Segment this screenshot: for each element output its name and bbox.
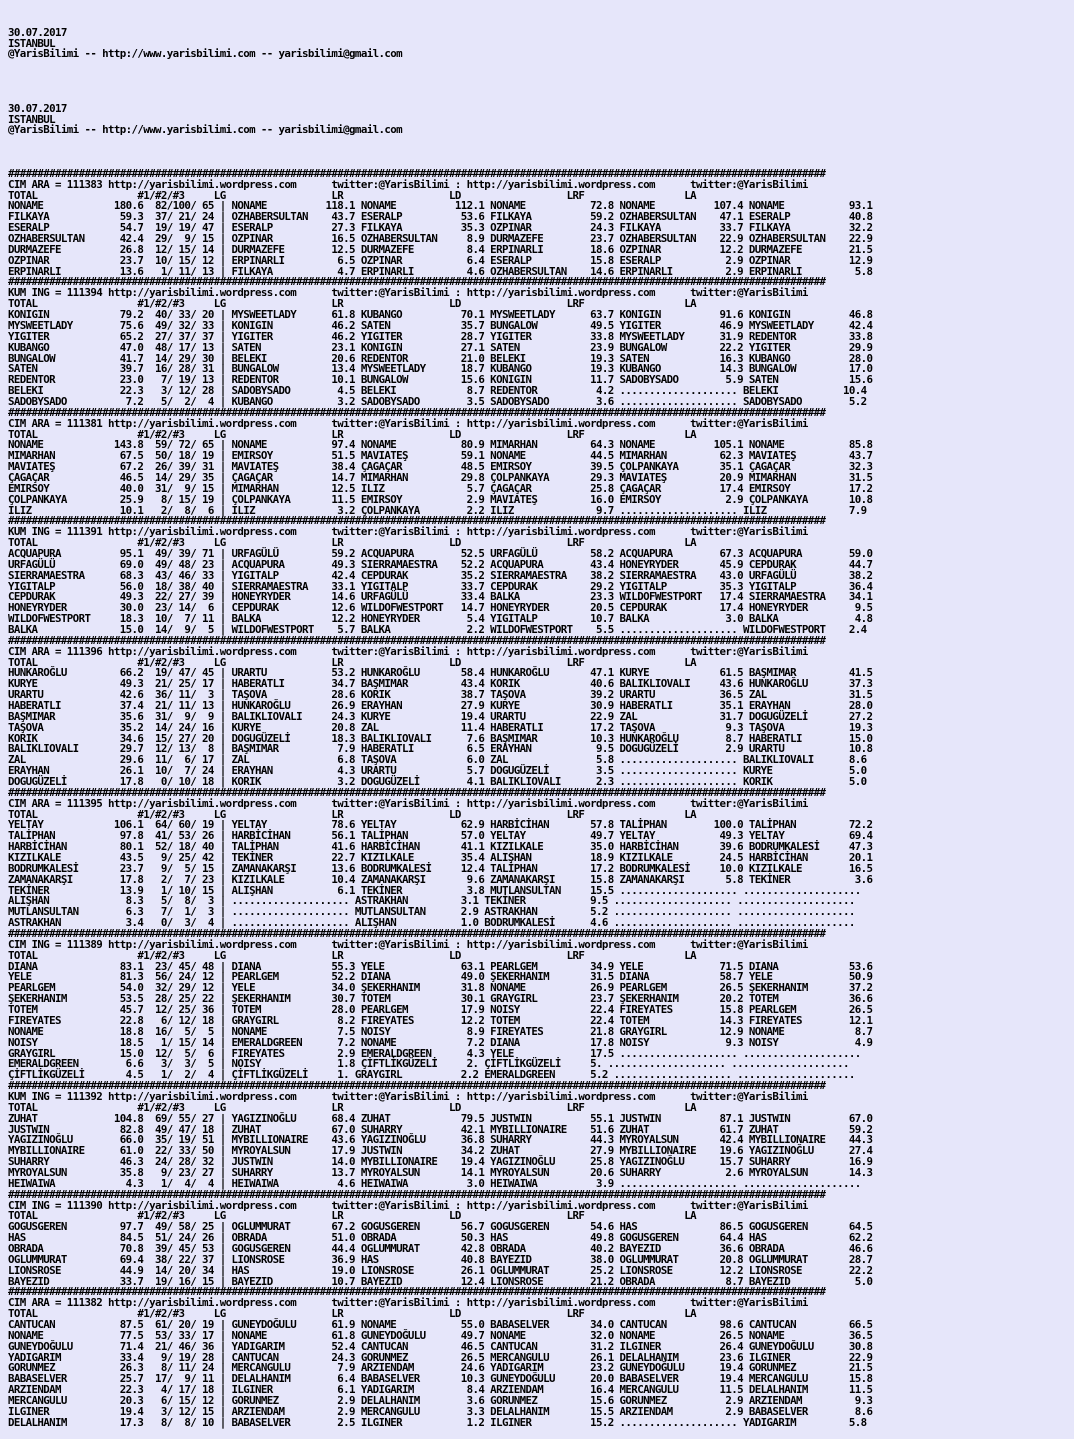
horse-row: BALIKLIOVALI 29.7 12/ 13/ 8 | BAŞMIMAR 7.9 HABERATLI 6.5 ERAYHAN 9.5 DOGUGÜZELİ 2.9 URARTU 10.8 xyxy=(8,742,873,756)
horse-row: GRAYGIRL 15.0 12/ 5/ 6 | FIREYATES 2.9 EMERALDGREEN 4.3 YELE 17.5 .................... .................... xyxy=(8,1046,861,1060)
race-title-line: CIM ARA = 111395 http://yarisbilimi.wordpress.com twitter:@YarisBilimi : http://yarisbilimi.wordpress.com twitter:@YarisBilimi xyxy=(8,796,808,810)
horse-row: YADIGARIM 33.4 9/ 19/ 28 | CANTUCAN 24.3 GORUNMEZ 26.5 MERCANGULU 26.1 DELALHANIM 23.6 ILGINER 22.9 xyxy=(8,1350,873,1364)
horse-row: HEIWAIWA 4.3 1/ 4/ 4 | HEIWAIWA 4.6 HEIWAIWA 3.0 HEIWAIWA 3.9 .................... .................... xyxy=(8,1176,861,1190)
horse-row: HAS 84.5 51/ 24/ 26 | OBRADA 51.0 OBRADA 50.3 HAS 49.8 GOGUSGEREN 64.4 HAS 62.2 xyxy=(8,1231,873,1245)
race-title-line: KUM ING = 111394 http://yarisbilimi.wordpress.com twitter:@YarisBilimi : http://yarisbilimi.wordpress.com twitter:@YarisBilimi xyxy=(8,286,808,300)
header-block-1 xyxy=(8,25,1074,82)
section-separator: ########################################################################################################################################### xyxy=(8,927,826,941)
horse-row: REDENTOR 23.0 7/ 19/ 13 | REDENTOR 10.1 BUNGALOW 15.6 KONIGIN 11.7 SADOBYSADO 5.9 SATEN 15.6 xyxy=(8,373,873,387)
horse-row: DOGUGÜZELİ 17.8 0/ 10/ 18 | KORIK 3.2 DOGUGÜZELİ 4.1 BALIKLIOVALI 2.3 .................... KORIK 5.0 xyxy=(8,775,867,789)
horse-row: WILDOFWESTPORT 18.3 10/ 7/ 11 | BALKA 12.2 HONEYRYDER 5.4 YIGITALP 10.7 BALKA 3.0 BALKA 4.8 xyxy=(8,612,873,626)
horse-row: KONIGIN 79.2 40/ 33/ 20 | MYSWEETLADY 61.8 KUBANGO 70.1 MYSWEETLADY 63.7 KONIGIN 91.6 KONIGIN 46.8 xyxy=(8,308,873,322)
horse-row: BUNGALOW 41.7 14/ 29/ 30 | BELEKI 20.6 REDENTOR 21.0 BELEKI 19.3 SATEN 16.3 KUBANGO 28.0 xyxy=(8,351,873,365)
horse-row: BAŞMIMAR 35.6 31/ 9/ 9 | BALIKLIOVALI 24.3 KURYE 19.4 URARTU 22.9 ZAL 31.7 DOGUGÜZELİ 27.2 xyxy=(8,709,873,723)
horse-row: BELEKI 22.3 3/ 12/ 28 | SADOBYSADO 4.5 BELEKI 8.7 REDENTOR 4.2 .................... BELEKI 10.4 xyxy=(8,384,867,398)
race-section xyxy=(8,785,1074,930)
horse-row: EMERALDGREEN 6.6 3/ 3/ 5 | NOISY 1.8 ÇİFTLİKGÜZELİ 2. ÇİFTLİKGÜZELİ 5. .................... .................... xyxy=(8,1057,849,1071)
horse-row: BAYEZID 33.7 19/ 16/ 15 | BAYEZID 10.7 BAYEZID 12.4 LIONSROSE 21.2 OBRADA 8.7 BAYEZID 5.0 xyxy=(8,1274,873,1288)
horse-row: ACQUAPURA 95.1 49/ 39/ 71 | URFAGÜLÜ 59.2 ACQUAPURA 52.5 URFAGÜLÜ 58.2 ACQUAPURA 67.3 ACQUAPURA 59.0 xyxy=(8,546,873,560)
horse-row: KUBANGO 47.0 48/ 17/ 13 | SATEN 23.1 KONIGIN 27.1 SATEN 23.9 BUNGALOW 22.2 YIGITER 29.9 xyxy=(8,340,873,354)
horse-row: KORIK 34.6 15/ 27/ 20 | DOGUGÜZELİ 18.3 BALIKLIOVALI 7.6 BAŞMIMAR 10.3 HUNKAROĞLU 8.7 HABERATLI 15.0 xyxy=(8,731,873,745)
race-section xyxy=(8,516,1074,635)
race-section xyxy=(8,1287,1074,1428)
race-section xyxy=(8,166,1074,278)
race-title-line: CIM ARA = 111381 http://yarisbilimi.wordpress.com twitter:@YarisBilimi : http://yarisbilimi.wordpress.com twitter:@YarisBilimi xyxy=(8,416,808,430)
horse-row: ESERALP 54.7 19/ 19/ 47 | ESERALP 27.3 FILKAYA 35.3 OZPINAR 24.3 FILKAYA 33.7 FILKAYA 32.2 xyxy=(8,221,873,235)
horse-row: LIONSROSE 44.9 14/ 20/ 34 | HAS 19.0 LIONSROSE 26.1 OGLUMMURAT 25.2 LIONSROSE 12.2 LIONSROSE 22.2 xyxy=(8,1263,873,1277)
horse-row: YIGITALP 56.0 18/ 38/ 40 | SIERRAMAESTRA 33.1 YIGITALP 33.7 CEPDURAK 29.2 YIGITALP 35.3 YIGITALP 36.4 xyxy=(8,579,873,593)
section-separator: ########################################################################################################################################### xyxy=(8,633,826,647)
column-header-line: TOTAL #1/#2/#3 LG LR LD LRF LA xyxy=(8,188,696,202)
horse-row: NONAME 143.8 59/ 72/ 65 | NONAME 97.4 NONAME 80.9 MIMARHAN 64.3 NONAME 105.1 NONAME 85.8 xyxy=(8,438,873,452)
horse-row: CEPDURAK 49.3 22/ 27/ 39 | HONEYRYDER 14.6 URFAGÜLÜ 33.4 BALKA 23.3 WILDOFWESTPORT 17.4 SIERRAMAESTRA 34.1 xyxy=(8,590,873,604)
section-separator: ########################################################################################################################################### xyxy=(8,1079,826,1093)
race-title-line: CIM ARA = 111383 http://yarisbilimi.wordpress.com twitter:@YarisBilimi : http://yarisbilimi.wordpress.com twitter:@YarisBilimi xyxy=(8,177,808,191)
horse-row: ASTRAKHAN 3.4 0/ 3/ 4 | .................... ALIŞHAN 1.0 BODRUMKALESİ 4.6 .................... .................... xyxy=(8,916,855,930)
horse-row: MYROYALSUN 35.8 9/ 23/ 27 | SUHARRY 13.7 MYROYALSUN 14.1 MYROYALSUN 20.6 SUHARRY 2.6 MYROYALSUN 14.3 xyxy=(8,1165,873,1179)
column-header-line: TOTAL #1/#2/#3 LG LR LD LRF LA xyxy=(8,807,696,821)
race-title-line: KUM ING = 111391 http://yarisbilimi.wordpress.com twitter:@YarisBilimi : http://yarisbilimi.wordpress.com twitter:@YarisBilimi xyxy=(8,525,808,539)
horse-row: YELTAY 106.1 64/ 60/ 19 | YELTAY 78.6 YELTAY 62.9 HARBİCİHAN 57.8 TALİPHAN 100.0 TALİPHAN 72.2 xyxy=(8,818,873,832)
horse-row: ŞEKERHANIM 53.5 28/ 25/ 22 | ŞEKERHANIM 30.7 TOTEM 30.1 GRAYGIRL 23.7 ŞEKERHANIM 20.2 TOTEM 36.6 xyxy=(8,992,873,1006)
section-separator: ########################################################################################################################################### xyxy=(8,1285,826,1299)
horse-row: OBRADA 70.8 39/ 45/ 53 | GOGUSGEREN 44.4 OGLUMMURAT 42.8 OBRADA 40.2 BAYEZID 36.6 OBRADA 46.6 xyxy=(8,1241,873,1255)
horse-row: NONAME 77.5 53/ 33/ 17 | NONAME 61.8 GUNEYDOĞULU 49.7 NONAME 32.0 NONAME 26.5 NONAME 36.5 xyxy=(8,1328,873,1342)
horse-row: SADOBYSADO 7.2 5/ 2/ 4 | KUBANGO 3.2 SADOBYSADO 3.5 SADOBYSADO 3.6 .................... SADOBYSADO 5.2 xyxy=(8,394,867,408)
horse-row: OZHABERSULTAN 42.4 29/ 9/ 15 | OZPINAR 16.5 OZHABERSULTAN 8.9 DURMAZEFE 23.7 OZHABERSULTAN 22.9 OZHABERSULTAN 22.9 xyxy=(8,232,873,246)
column-header-line: TOTAL #1/#2/#3 LG LR LD LRF LA xyxy=(8,427,696,441)
horse-row: KIZILKALE 43.5 9/ 25/ 42 | TEKİNER 22.7 KIZILKALE 35.4 ALIŞHAN 18.9 KIZILKALE 24.5 HARBİCİHAN 20.1 xyxy=(8,851,873,865)
race-title-line: CIM ING = 111389 http://yarisbilimi.wordpress.com twitter:@YarisBilimi : http://yarisbilimi.wordpress.com twitter:@YarisBilimi xyxy=(8,937,808,951)
race-section xyxy=(8,633,1074,789)
horse-row: MERCANGULU 20.3 6/ 15/ 12 | GORUNMEZ 2.9 DELALHANIM 3.6 GORUNMEZ 15.6 GORUNMEZ 2.9 ARZIENDAM 9.3 xyxy=(8,1394,873,1407)
horse-row: FILKAYA 59.3 37/ 21/ 24 | OZHABERSULTAN 43.7 ESERALP 53.6 FILKAYA 59.2 OZHABERSULTAN 47.1 ESERALP 40.8 xyxy=(8,210,873,224)
horse-row: BALKA 15.0 14/ 9/ 5 | WILDOFWESTPORT 5.7 BALKA 2.2 WILDOFWESTPORT 5.5 .................... WILDOFWESTPORT 2.4 xyxy=(8,622,867,636)
horse-row: KURYE 49.3 21/ 25/ 17 | HABERATLI 34.7 BAŞMIMAR 43.4 KORIK 40.6 BALIKLIOVALI 43.6 HUNKAROĞLU 37.3 xyxy=(8,677,873,691)
section-separator: ########################################################################################################################################### xyxy=(8,1187,826,1201)
column-header-line: TOTAL #1/#2/#3 LG LR LD LRF LA xyxy=(8,1209,696,1223)
horse-row: GOGUSGEREN 97.7 49/ 58/ 25 | OGLUMMURAT 67.2 GOGUSGEREN 56.7 GOGUSGEREN 54.6 HAS 86.5 GOGUSGEREN 64.5 xyxy=(8,1220,873,1234)
horse-row: GUNEYDOĞULU 71.4 21/ 46/ 36 | YADIGARIM 52.4 CANTUCAN 46.5 CANTUCAN 31.2 ILGINER 26.4 GUNEYDOĞULU 30.8 xyxy=(8,1339,873,1353)
column-header-line: TOTAL #1/#2/#3 LG LR LD LRF LA xyxy=(8,655,696,669)
report-date: 30.07.2017 xyxy=(8,101,67,115)
section-separator: ########################################################################################################################################### xyxy=(8,275,826,289)
horse-row: DELALHANIM 17.3 8/ 8/ 10 | BABASELVER 2.5 ILGINER 1.2 ILGINER 15.2 .................... YADIGARIM 5.8 xyxy=(8,1415,867,1429)
horse-row: BODRUMKALESİ 23.7 9/ 5/ 15 | ZAMANAKARŞI 13.6 BODRUMKALESİ 12.4 TALİPHAN 17.2 BODRUMKALESİ 10.0 KIZILKALE 16.5 xyxy=(8,861,873,875)
horse-row: SUHARRY 46.3 24/ 28/ 32 | JUSTWIN 14.0 MYBILLIONAIRE 19.4 YAGIZINOĞLU 25.8 YAGIZINOĞLU 15.7 SUHARRY 16.9 xyxy=(8,1155,873,1169)
horse-row: TEKİNER 13.9 1/ 10/ 15 | ALIŞHAN 6.1 TEKİNER 3.8 MUTLANSULTAN 15.5 .................... .................... xyxy=(8,883,861,897)
horse-row: ILIZ 10.1 2/ 8/ 6 | ILIZ 3.2 ÇOLPANKAYA 2.2 ILIZ 9.7 .................... ILIZ 7.9 xyxy=(8,503,867,517)
horse-row: NOISY 18.5 1/ 15/ 14 | EMERALDGREEN 7.2 NONAME 7.2 DIANA 17.8 NOISY 9.3 NOISY 4.9 xyxy=(8,1035,873,1049)
race-title-line: CIM ARA = 111396 http://yarisbilimi.wordpress.com twitter:@YarisBilimi : http://yarisbilimi.wordpress.com twitter:@YarisBilimi xyxy=(8,644,808,658)
horse-row: ÇAGAÇAR 46.5 14/ 29/ 35 | ÇAGAÇAR 14.7 MIMARHAN 29.8 ÇOLPANKAYA 29.3 MAVIATEŞ 20.9 MIMARHAN 31.5 xyxy=(8,470,873,484)
horse-row: ALIŞHAN 8.3 5/ 8/ 3 | .................... ASTRAKHAN 3.1 TEKİNER 9.5 .................... .................... xyxy=(8,894,855,908)
horse-row: PEARLGEM 54.0 32/ 29/ 12 | YELE 34.0 ŞEKERHANIM 31.8 NONAME 26.9 PEARLGEM 26.5 ŞEKERHANIM 37.2 xyxy=(8,981,873,995)
horse-row: ARZIENDAM 22.3 4/ 17/ 18 | ILGINER 6.1 YADIGARIM 8.4 ARZIENDAM 16.4 MERCANGULU 11.5 DELALHANIM 11.5 xyxy=(8,1383,873,1397)
horse-row: TALİPHAN 97.8 41/ 53/ 26 | HARBİCİHAN 56.1 TALİPHAN 57.0 YELTAY 49.7 YELTAY 49.3 YELTAY 69.4 xyxy=(8,829,873,843)
horse-row: YIGITER 65.2 27/ 37/ 37 | YIGITER 46.2 YIGITER 28.7 YIGITER 33.8 MYSWEETLADY 31.9 REDENTOR 33.8 xyxy=(8,329,873,343)
section-separator: ########################################################################################################################################### xyxy=(8,785,826,799)
header-block-2 xyxy=(8,101,1074,147)
horse-row: MIMARHAN 67.5 50/ 18/ 19 | EMIRSOY 51.5 MAVIATEŞ 59.1 NONAME 44.5 MIMARHAN 62.3 MAVIATEŞ 43.7 xyxy=(8,449,873,463)
horse-row: EMIRSOY 40.0 31/ 9/ 15 | MIMARHAN 12.5 ILIZ 5.7 ÇAGAÇAR 25.8 ÇAGAÇAR 17.4 EMIRSOY 17.2 xyxy=(8,481,873,495)
horse-row: MAVIATEŞ 67.2 26/ 39/ 31 | MAVIATEŞ 38.4 ÇAGAÇAR 48.5 EMIRSOY 39.5 ÇOLPANKAYA 35.1 ÇAGAÇAR 32.3 xyxy=(8,460,873,474)
horse-row: HABERATLI 37.4 21/ 11/ 13 | HUNKAROĞLU 26.9 ERAYHAN 27.9 KURYE 30.9 HABERATLI 35.1 ERAYHAN 28.0 xyxy=(8,699,873,712)
horse-row: HONEYRYDER 30.0 23/ 14/ 6 | CEPDURAK 12.6 WILDOFWESTPORT 14.7 HONEYRYDER 20.5 CEPDURAK 17.4 HONEYRYDER 9.5 xyxy=(8,601,873,615)
column-header-line: TOTAL #1/#2/#3 LG LR LD LRF LA xyxy=(8,297,696,311)
horse-row: URARTU 42.6 36/ 11/ 3 | TAŞOVA 28.6 KORIK 38.7 TAŞOVA 39.2 URARTU 36.5 ZAL 31.5 xyxy=(8,688,873,702)
horse-row: MUTLANSULTAN 6.3 7/ 1/ 3 | .................... MUTLANSULTAN 2.9 ASTRAKHAN 5.2 .................... .................... xyxy=(8,905,855,919)
race-section xyxy=(8,1187,1074,1288)
horse-row: ILGINER 19.4 3/ 12/ 15 | ARZIENDAM 2.9 MERCANGULU 3.3 DELALHANIM 15.5 ARZIENDAM 2.9 BABASELVER 8.6 xyxy=(8,1404,873,1418)
horse-row: MYSWEETLADY 75.6 49/ 32/ 33 | KONIGIN 46.2 SATEN 35.7 BUNGALOW 49.5 YIGITER 46.9 MYSWEETLADY 42.4 xyxy=(8,318,873,332)
race-title-line: KUM ING = 111392 http://yarisbilimi.wordpress.com twitter:@YarisBilimi : http://yarisbilimi.wordpress.com twitter:@YarisBilimi xyxy=(8,1089,808,1103)
race-section xyxy=(8,929,1074,1081)
horse-row: ÇİFTLİKGÜZELİ 4.5 1/ 2/ 4 | ÇİFTLİKGÜZELİ 1. GRAYGIRL 2.2 EMERALDGREEN 5.2 .................... .................... xyxy=(8,1068,855,1082)
race-section xyxy=(8,277,1074,407)
horse-row: DIANA 83.1 23/ 45/ 48 | DIANA 55.3 YELE 63.1 PEARLGEM 34.9 YELE 71.5 DIANA 53.6 xyxy=(8,959,873,973)
horse-row: OGLUMMURAT 69.4 38/ 22/ 37 | LIONSROSE 36.9 HAS 40.8 BAYEZID 38.0 OGLUMMURAT 20.8 OGLUMMURAT 28.7 xyxy=(8,1252,873,1266)
column-header-line: TOTAL #1/#2/#3 LG LR LD LRF LA xyxy=(8,1100,696,1114)
horse-row: SATEN 39.7 16/ 28/ 31 | BUNGALOW 13.4 MYSWEETLADY 18.7 KUBANGO 19.3 KUBANGO 14.3 BUNGALOW 17.0 xyxy=(8,362,873,376)
horse-row: JUSTWIN 82.8 49/ 47/ 18 | ZUHAT 67.0 SUHARRY 42.1 MYBILLIONAIRE 51.6 ZUHAT 61.7 ZUHAT 59.2 xyxy=(8,1122,873,1136)
horse-row: SIERRAMAESTRA 68.3 43/ 46/ 33 | YIGITALP 42.4 CEPDURAK 35.2 SIERRAMAESTRA 38.2 SIERRAMAESTRA 43.0 URFAGÜLÜ 38.2 xyxy=(8,568,873,582)
horse-row: HARBİCİHAN 80.1 52/ 18/ 40 | TALİPHAN 41.6 HARBİCİHAN 41.1 KIZILKALE 35.0 HARBİCİHAN 39.6 BODRUMKALESİ 47.3 xyxy=(8,840,873,854)
section-separator: ########################################################################################################################################### xyxy=(8,405,826,419)
horse-row: MYBILLIONAIRE 61.0 22/ 33/ 50 | MYROYALSUN 17.9 JUSTWIN 34.2 ZUHAT 27.9 MYBILLIONAIRE 19.6 YAGIZINOĞLU 27.4 xyxy=(8,1144,873,1158)
section-separator: ########################################################################################################################################### xyxy=(8,514,826,528)
horse-row: ZAL 29.6 11/ 6/ 17 | ZAL 6.8 TAŞOVA 6.0 ZAL 5.8 .................... BALIKLIOVALI 8.6 xyxy=(8,753,867,767)
horse-row: NONAME 18.8 16/ 5/ 5 | NONAME 7.5 NOISY 8.9 FIREYATES 21.8 GRAYGIRL 12.9 NONAME 8.7 xyxy=(8,1024,873,1038)
column-header-line: TOTAL #1/#2/#3 LG LR LD LRF LA xyxy=(8,1307,696,1321)
horse-row: TAŞOVA 35.2 14/ 24/ 16 | KURYE 20.8 ZAL 11.4 HABERATLI 17.2 TAŞOVA 9.3 TAŞOVA 19.3 xyxy=(8,720,873,734)
race-title-line: CIM ING = 111390 http://yarisbilimi.wordpress.com twitter:@YarisBilimi : http://yarisbilimi.wordpress.com twitter:@YarisBilimi xyxy=(8,1198,808,1212)
horse-row: ERAYHAN 26.1 10/ 7/ 24 | ERAYHAN 4.3 URARTU 5.7 DOGUGÜZELİ 3.5 .................... KURYE 5.0 xyxy=(8,764,867,778)
horse-row: ZAMANAKARŞI 17.8 2/ 7/ 23 | KIZILKALE 10.4 ZAMANAKARŞI 9.6 ZAMANAKARŞI 15.8 ZAMANAKARŞI 5.8 TEKİNER 3.6 xyxy=(8,872,873,886)
horse-row: YAGIZINOĞLU 66.0 35/ 19/ 51 | MYBILLIONAIRE 43.6 YAGIZINOĞLU 36.8 SUHARRY 44.3 MYROYALSUN 42.4 MYBILLIONAIRE 44.3 xyxy=(8,1133,873,1147)
horse-row: NONAME 180.6 82/100/ 65 | NONAME 118.1 NONAME 112.1 NONAME 72.8 NONAME 107.4 NONAME 93.1 xyxy=(8,199,873,213)
horse-row: BABASELVER 25.7 17/ 9/ 11 | DELALHANIM 6.4 BABASELVER 10.3 GUNEYDOĞULU 20.0 BABASELVER 19.4 MERCANGULU 15.8 xyxy=(8,1372,873,1386)
horse-row: CANTUCAN 87.5 61/ 20/ 19 | GUNEYDOĞULU 61.9 NONAME 55.0 BABASELVER 34.0 CANTUCAN 98.6 CANTUCAN 66.5 xyxy=(8,1317,873,1331)
contact-line: @YarisBilimi -- http://www.yarisbilimi.com -- yarisbilimi@gmail.com xyxy=(8,123,402,137)
horse-row: ÇOLPANKAYA 25.9 8/ 15/ 19 | ÇOLPANKAYA 11.5 EMIRSOY 2.9 MAVIATEŞ 16.0 EMIRSOY 2.9 ÇOLPANKAYA 10.8 xyxy=(8,492,873,506)
horse-row: ERPINARLI 13.6 1/ 11/ 13 | FILKAYA 4.7 ERPINARLI 4.6 OZHABERSULTAN 14.6 ERPINARLI 2.9 ERPINARLI 5.8 xyxy=(8,264,873,278)
horse-row: OZPINAR 23.7 10/ 15/ 12 | ERPINARLI 6.5 OZPINAR 6.4 ESERALP 15.8 ESERALP 2.9 OZPINAR 12.9 xyxy=(8,253,873,267)
horse-row: DURMAZEFE 26.8 12/ 15/ 14 | DURMAZEFE 12.5 DURMAZEFE 8.4 ERPINARLI 18.6 OZPINAR 12.2 DURMAZEFE 21.5 xyxy=(8,242,873,256)
horse-row: HUNKAROĞLU 66.2 19/ 47/ 45 | URARTU 53.2 HUNKAROĞLU 58.4 HUNKAROĞLU 47.1 KURYE 61.5 BAŞMIMAR 41.5 xyxy=(8,666,873,680)
report-city: ISTANBUL xyxy=(8,112,56,126)
column-header-line: TOTAL #1/#2/#3 LG LR LD LRF LA xyxy=(8,948,696,962)
horse-row: URFAGÜLÜ 69.0 49/ 48/ 23 | ACQUAPURA 49.3 SIERRAMAESTRA 52.2 ACQUAPURA 43.4 HONEYRYDER 45.9 CEPDURAK 44.7 xyxy=(8,557,873,571)
section-separator: ########################################################################################################################################### xyxy=(8,166,826,180)
report-date: 30.07.2017 xyxy=(8,25,67,39)
report-city: ISTANBUL xyxy=(8,36,56,50)
horse-row: GORUNMEZ 26.3 8/ 11/ 24 | MERCANGULU 7.9 ARZIENDAM 24.6 YADIGARIM 23.2 GUNEYDOĞULU 19.4 GORUNMEZ 21.5 xyxy=(8,1361,873,1375)
horse-row: ZUHAT 104.8 69/ 55/ 27 | YAGIZINOĞLU 68.4 ZUHAT 79.5 JUSTWIN 55.1 JUSTWIN 87.1 JUSTWIN 67.0 xyxy=(8,1111,873,1125)
horse-row: YELE 81.3 56/ 24/ 12 | PEARLGEM 52.2 DIANA 49.0 ŞEKERHANIM 31.5 DIANA 58.7 YELE 50.9 xyxy=(8,970,873,984)
race-section xyxy=(8,1081,1074,1190)
horse-row: TOTEM 45.7 12/ 25/ 36 | TOTEM 28.0 PEARLGEM 17.9 NOISY 22.4 FIREYATES 15.8 PEARLGEM 26.5 xyxy=(8,1003,873,1017)
contact-line: @YarisBilimi -- http://www.yarisbilimi.com -- yarisbilimi@gmail.com xyxy=(8,47,402,61)
column-header-line: TOTAL #1/#2/#3 LG LR LD LRF LA xyxy=(8,536,696,550)
race-section xyxy=(8,405,1074,517)
race-sections xyxy=(8,166,1074,1429)
race-title-line: CIM ARA = 111382 http://yarisbilimi.wordpress.com twitter:@YarisBilimi : http://yarisbilimi.wordpress.com twitter:@YarisBilimi xyxy=(8,1296,808,1310)
horse-row: FIREYATES 22.8 6/ 12/ 18 | GRAYGIRL 8.2 FIREYATES 12.2 TOTEM 22.4 TOTEM 14.3 FIREYATES 12.1 xyxy=(8,1013,873,1027)
